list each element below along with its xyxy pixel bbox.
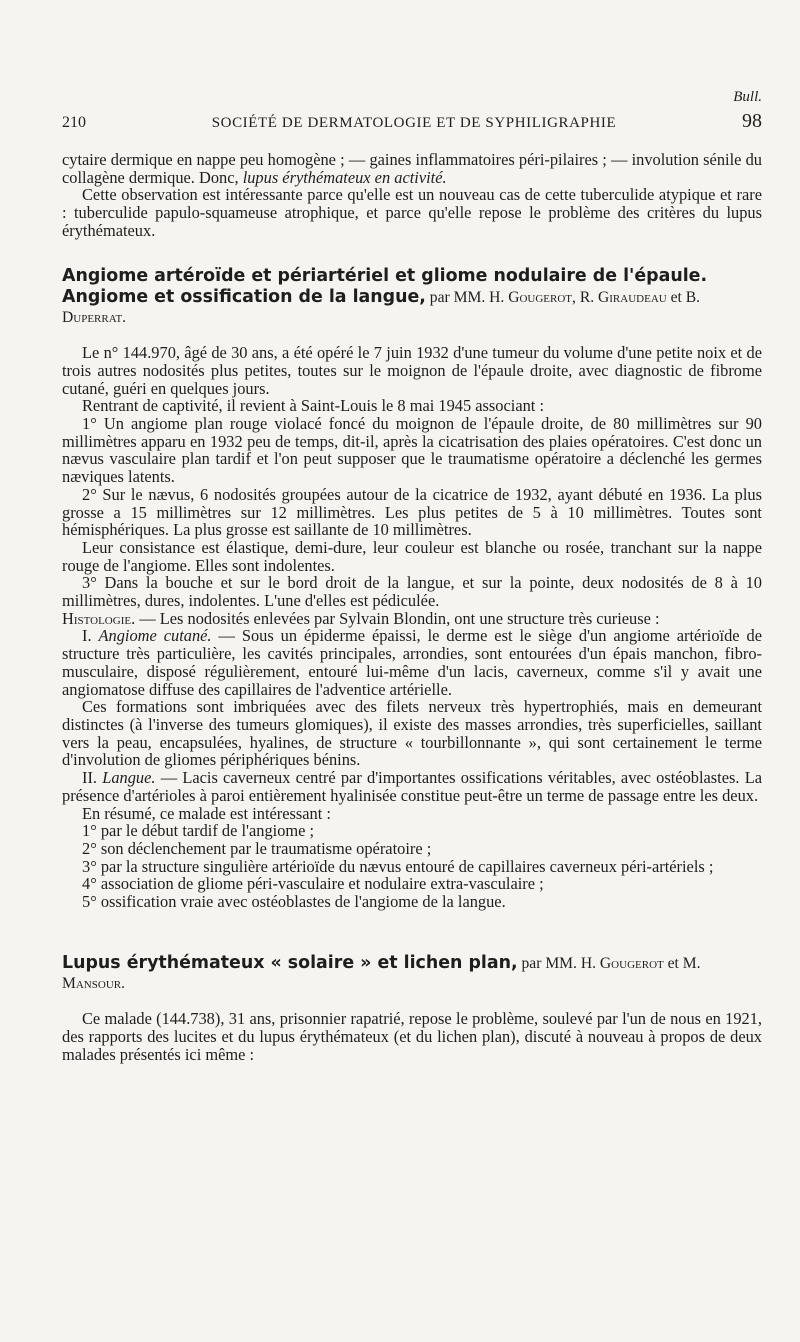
summary-intro: En résumé, ce malade est intéressant : xyxy=(82,803,331,823)
histology-angiome: I. Angiome cutané. — Sous un épiderme épaissi, le derme est le siège d'un angiome artérioïde de structure très particulière, les cavités principales, arrondies, sont entourées d'un épais manchon, fibro-musculaire, disposé régulièrement, entouré lui-même d'un lacis, caverneux, comme s'il y avait une angiomatose diffuse des capillaires de l'adventice artérielle. xyxy=(62,626,762,699)
summary-item-2: 2° son déclenchement par le traumatisme opératoire ; xyxy=(82,838,432,858)
running-title: SOCIÉTÉ DE DERMATOLOGIE ET DE SYPHILIGRAPHIE xyxy=(211,115,617,131)
histology-langue: II. Langue. — Lacis caverneux centré par d'importantes ossifications véritables, avec ostéoblastes. La présence d'artérioles à paroi entièrement hyalinisée constitue peut-être un terme de passage entre les deux. xyxy=(62,768,762,805)
summary-item-3: 3° par la structure singulière artérioïde du nævus entouré de capillaires caverneux péri-artériels ; xyxy=(82,856,714,876)
journal-abbrev: Bull. xyxy=(733,89,762,105)
section-2-title: Lupus érythémateux « solaire » et lichen plan, xyxy=(62,952,518,973)
running-header xyxy=(62,110,762,133)
author-duperrat: B. Duperrat xyxy=(62,288,701,326)
summary-item-1: 1° par le début tardif de l'angiome ; xyxy=(82,821,315,841)
author-mansour: M. Mansour xyxy=(62,954,701,992)
case-paragraph-4: 2° Sur le nævus, 6 nodosités groupées autour de la cicatrice de 1932, ayant débuté en 1936. La plus grosse a 15 millimètres sur 12 millimètres. Les plus petites de 5 à 10 millimètres. Toutes sont hémisphériques. La plus grosse est saillante de 10 millimètres. xyxy=(62,484,762,540)
diagnosis-emphasis: lupus érythémateux en activité. xyxy=(242,167,447,187)
intro-paragraph-1: cytaire dermique en nappe peu homogène ; — gaines inflammatoires péri-pilaires ; — involution sénile du collagène dermique. Donc, lupus érythémateux en activité. xyxy=(62,150,762,187)
intro-paragraph-2: Cette observation est intéressante parce qu'elle est un nouveau cas de cette tuberculide atypique et rare : tuberculide papulo-squameuse atrophique, et parce qu'elle repose le problème des critères du lupus érythémateux. xyxy=(62,185,762,240)
case-paragraph-3: 1° Un angiome plan rouge violacé foncé du moignon de l'épaule droite, de 80 millimètres sur 90 millimètres apparu en 1932 peu de temps, dit-il, après la cicatrisation des plaies opératoires. C'est donc un nævus vasculaire plan tardif et l'on peut supposer que le traumatisme opératoire a déclenché les germes næviques latents. xyxy=(62,414,762,487)
summary-item-4: 4° association de gliome péri-vasculaire et nodulaire extra-vasculaire ; xyxy=(82,874,544,894)
author-gougerot-2: H. Gougerot xyxy=(580,954,664,972)
case-paragraph-5: Leur consistance est élastique, demi-dure, leur couleur est blanche ou rosée, tranchant sur la nappe rouge de l'angiome. Elles sont indolentes. xyxy=(62,537,762,575)
author-giraudeau: R. Giraudeau xyxy=(579,288,667,306)
author-gougerot: H. Gougerot xyxy=(489,288,573,306)
histology-formations: Ces formations sont imbriquées avec des filets nerveux très hypertrophiés, mais en demeurant distinctes (à l'inverse des tumeurs glomiques), il existe des masses arrondies, très superficielles, saillant vers la peau, encapsulées, hyalines, de structure « tourbillonnante », qui sont certainement le terme d'involution de gliomes périphériques bénins. xyxy=(62,697,762,770)
left-page-number: 210 xyxy=(62,114,86,131)
histology-paragraph: Histologie. — Les nodosités enlevées par Sylvain Blondin, ont une structure très curieuse : xyxy=(62,608,660,628)
lupus-paragraph-1: Ce malade (144.738), 31 ans, prisonnier rapatrié, repose le problème, soulevé par l'un de nous en 1921, des rapports des lucites et du lupus érythémateux (et du lichen plan), discuté à nouveau à propos de deux malades présentés ici même : xyxy=(62,1009,762,1064)
article-body xyxy=(62,151,762,1064)
case-paragraph-6: 3° Dans la bouche et sur le bord droit de la langue, et sur la pointe, deux nodosités de 8 à 10 millimètres, dures, indolentes. L'une d'elles est pédiculée. xyxy=(62,573,762,611)
summary-item-5: 5° ossification vraie avec ostéoblastes de l'angiome de la langue. xyxy=(82,892,506,912)
section-1-heading: Angiome artéroïde et périartériel et gliome nodulaire de l'épaule. Angiome et ossification de la langue, par MM. H. Gougerot, R. Giraudeau et B. Duperrat. xyxy=(62,265,708,326)
histology-label: Histologie. xyxy=(62,608,136,628)
case-paragraph-2: Rentrant de captivité, il revient à Saint-Louis le 8 mai 1945 associant : xyxy=(82,396,545,416)
right-page-number: 98 xyxy=(742,110,762,132)
section-2-heading: Lupus érythémateux « solaire » et lichen plan, par MM. H. Gougerot et M. Mansour. xyxy=(62,952,701,992)
case-paragraph-1: Le n° 144.970, âgé de 30 ans, a été opéré le 7 juin 1932 d'une tumeur du volume d'une petite noix et de trois autres nodosités plus petites, toutes sur le moignon de l'épaule droite, avec diagnostic de fibrome cutané, guéri en quelques jours. xyxy=(62,343,762,398)
section-1-title: Angiome artéroïde et périartériel et gliome nodulaire de l'épaule. Angiome et ossification de la langue, xyxy=(62,265,708,307)
